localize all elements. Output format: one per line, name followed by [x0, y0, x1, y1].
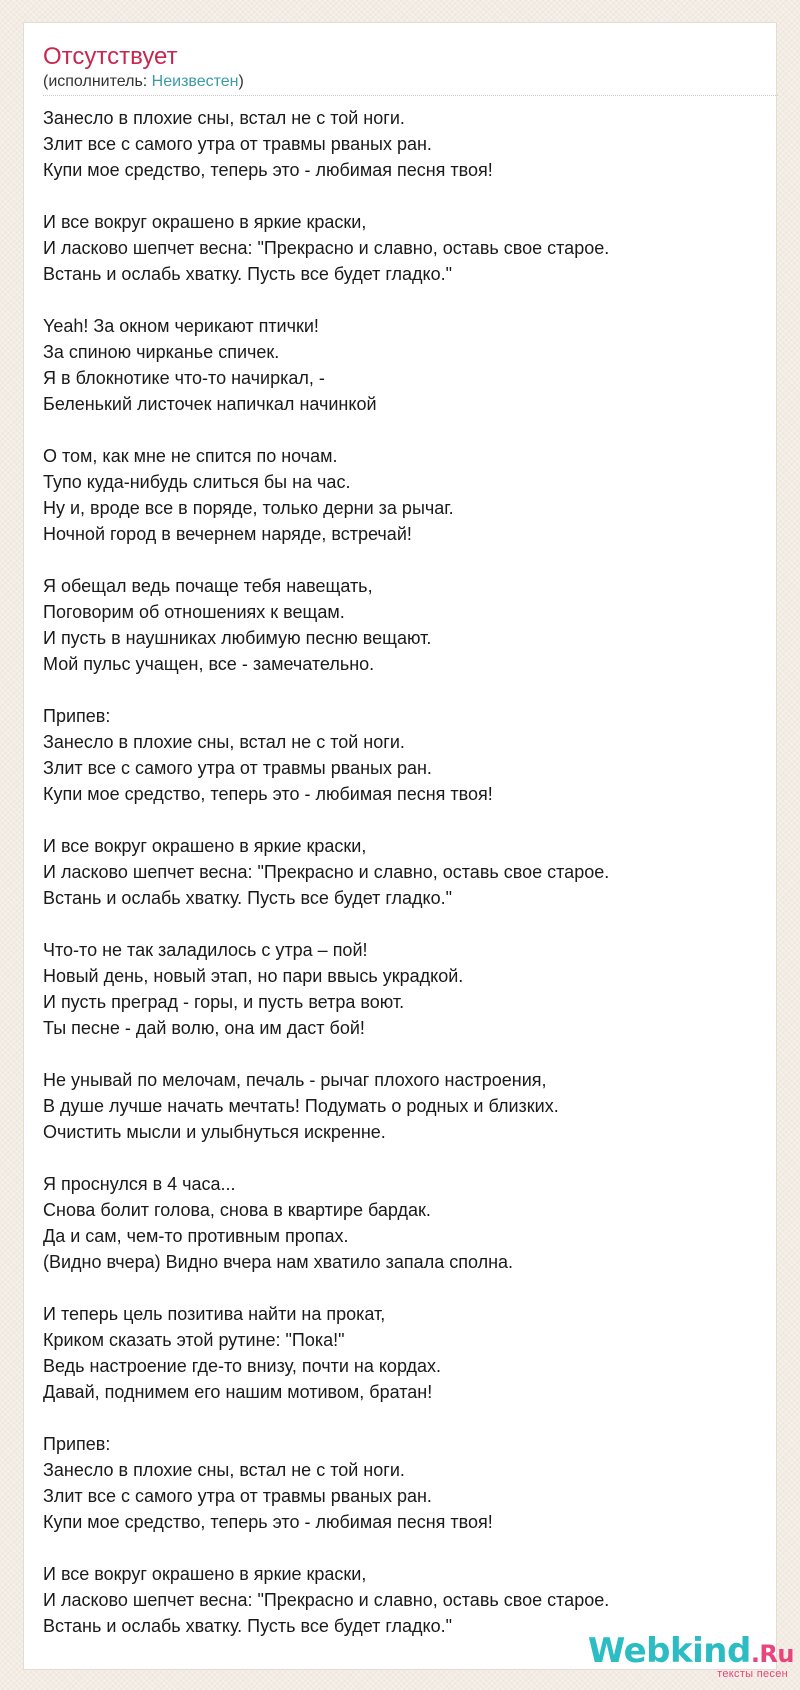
stanza — [43, 833, 768, 911]
lyric-line: В душе лучше начать мечтать! Подумать о родных и близких. — [43, 1096, 559, 1116]
lyric-line: И все вокруг окрашено в яркие краски, — [43, 1564, 367, 1584]
lyric-line: Поговорим об отношениях к вещам. — [43, 602, 345, 622]
lyric-line: Не унывай по мелочам, печаль - рычаг плохого настроения, — [43, 1070, 547, 1090]
lyric-line: Что-то не так заладилось с утра – пой! — [43, 940, 368, 960]
lyric-line: Встань и ослабь хватку. Пусть все будет гладко." — [43, 888, 453, 908]
lyric-line: И теперь цель позитива найти на прокат, — [43, 1304, 386, 1324]
lyric-line: Злит все с самого утра от травмы рваных ран. — [43, 134, 432, 154]
lyric-line: Да и сам, чем-то противным пропах. — [43, 1226, 349, 1246]
lyric-line: Очистить мысли и улыбнуться искренне. — [43, 1122, 386, 1142]
lyric-line: Криком сказать этой рутине: "Пока!" — [43, 1330, 345, 1350]
lyric-line: Ведь настроение где-то внизу, почти на кордах. — [43, 1356, 442, 1376]
lyric-line: Купи мое средство, теперь это - любимая песня твоя! — [43, 160, 493, 180]
stanza — [43, 105, 768, 183]
artist-line — [43, 72, 244, 92]
lyric-line: Тупо куда-нибудь слиться бы на час. — [43, 472, 351, 492]
divider — [43, 95, 778, 96]
lyric-line: Снова болит голова, снова в квартире бардак. — [43, 1200, 431, 1220]
lyric-line: Беленький листочек напичкал начинкой — [43, 394, 377, 414]
song-title: Отсутствует — [43, 43, 178, 70]
lyric-line: И пусть преград - горы, и пусть ветра воют. — [43, 992, 405, 1012]
lyric-line: Ну и, вроде все в поряде, только дерни за рычаг. — [43, 498, 454, 518]
webkind-logo[interactable] — [588, 1633, 794, 1680]
lyric-line: Припев: — [43, 706, 111, 726]
lyric-line: О том, как мне не спится по ночам. — [43, 446, 338, 466]
lyric-line: Я в блокнотике что-то начиркал, - — [43, 368, 325, 388]
lyric-line: Ты песне - дай волю, она им даст бой! — [43, 1018, 365, 1038]
lyric-line: Занесло в плохие сны, встал не с той ноги. — [43, 108, 405, 128]
stanza — [43, 1067, 768, 1145]
stanza — [43, 1431, 768, 1535]
lyric-line: Я проснулся в 4 часа... — [43, 1174, 236, 1194]
lyrics-card — [23, 22, 777, 1670]
lyric-line: И все вокруг окрашено в яркие краски, — [43, 836, 367, 856]
lyric-line: Давай, поднимем его нашим мотивом, братан! — [43, 1382, 433, 1402]
lyric-line: Yeah! За окном черикают птички! — [43, 316, 319, 336]
artist-link[interactable]: Неизвестен — [151, 73, 239, 90]
stanza — [43, 1171, 768, 1275]
lyric-line: Злит все с самого утра от травмы рваных ран. — [43, 758, 432, 778]
lyric-line: И ласково шепчет весна: "Прекрасно и славно, оставь свое старое. — [43, 238, 610, 258]
lyric-line: И ласково шепчет весна: "Прекрасно и славно, оставь свое старое. — [43, 1590, 610, 1610]
lyric-line: Припев: — [43, 1434, 111, 1454]
lyric-line: И все вокруг окрашено в яркие краски, — [43, 212, 367, 232]
lyric-line: И ласково шепчет весна: "Прекрасно и славно, оставь свое старое. — [43, 862, 610, 882]
lyric-line: (Видно вчера) Видно вчера нам хватило запала сполна. — [43, 1252, 514, 1272]
stanza — [43, 313, 768, 417]
lyric-line: Встань и ослабь хватку. Пусть все будет гладко." — [43, 264, 453, 284]
lyric-line: Купи мое средство, теперь это - любимая песня твоя! — [43, 1512, 493, 1532]
lyric-line: Купи мое средство, теперь это - любимая песня твоя! — [43, 784, 493, 804]
lyric-line: Злит все с самого утра от травмы рваных ран. — [43, 1486, 432, 1506]
stanza — [43, 703, 768, 807]
lyric-line: Занесло в плохие сны, встал не с той ноги. — [43, 1460, 405, 1480]
stanza — [43, 937, 768, 1041]
lyric-line: Занесло в плохие сны, встал не с той ноги. — [43, 732, 405, 752]
artist-suffix: ) — [238, 73, 244, 90]
lyric-line: Новый день, новый этап, но пари ввысь украдкой. — [43, 966, 464, 986]
lyric-line: Встань и ослабь хватку. Пусть все будет гладко." — [43, 1616, 453, 1636]
webkind-logo-text — [588, 1633, 794, 1672]
lyric-line: Ночной город в вечернем наряде, встречай! — [43, 524, 412, 544]
stanza — [43, 573, 768, 677]
stanza — [43, 1561, 768, 1639]
webkind-tagline: тексты песен — [717, 1668, 788, 1680]
lyrics-text — [43, 105, 768, 1665]
artist-prefix: (исполнитель: — [43, 73, 152, 90]
stanza — [43, 443, 768, 547]
webkind-brand: Webkind — [587, 1631, 751, 1671]
lyric-line: Я обещал ведь почаще тебя навещать, — [43, 576, 373, 596]
lyric-line: И пусть в наушниках любимую песню вещают. — [43, 628, 432, 648]
webkind-tld: .Ru — [750, 1640, 794, 1668]
stanza — [43, 209, 768, 287]
lyric-line: Мой пульс учащен, все - замечательно. — [43, 654, 375, 674]
stanza — [43, 1301, 768, 1405]
lyric-line: За спиною чирканье спичек. — [43, 342, 280, 362]
